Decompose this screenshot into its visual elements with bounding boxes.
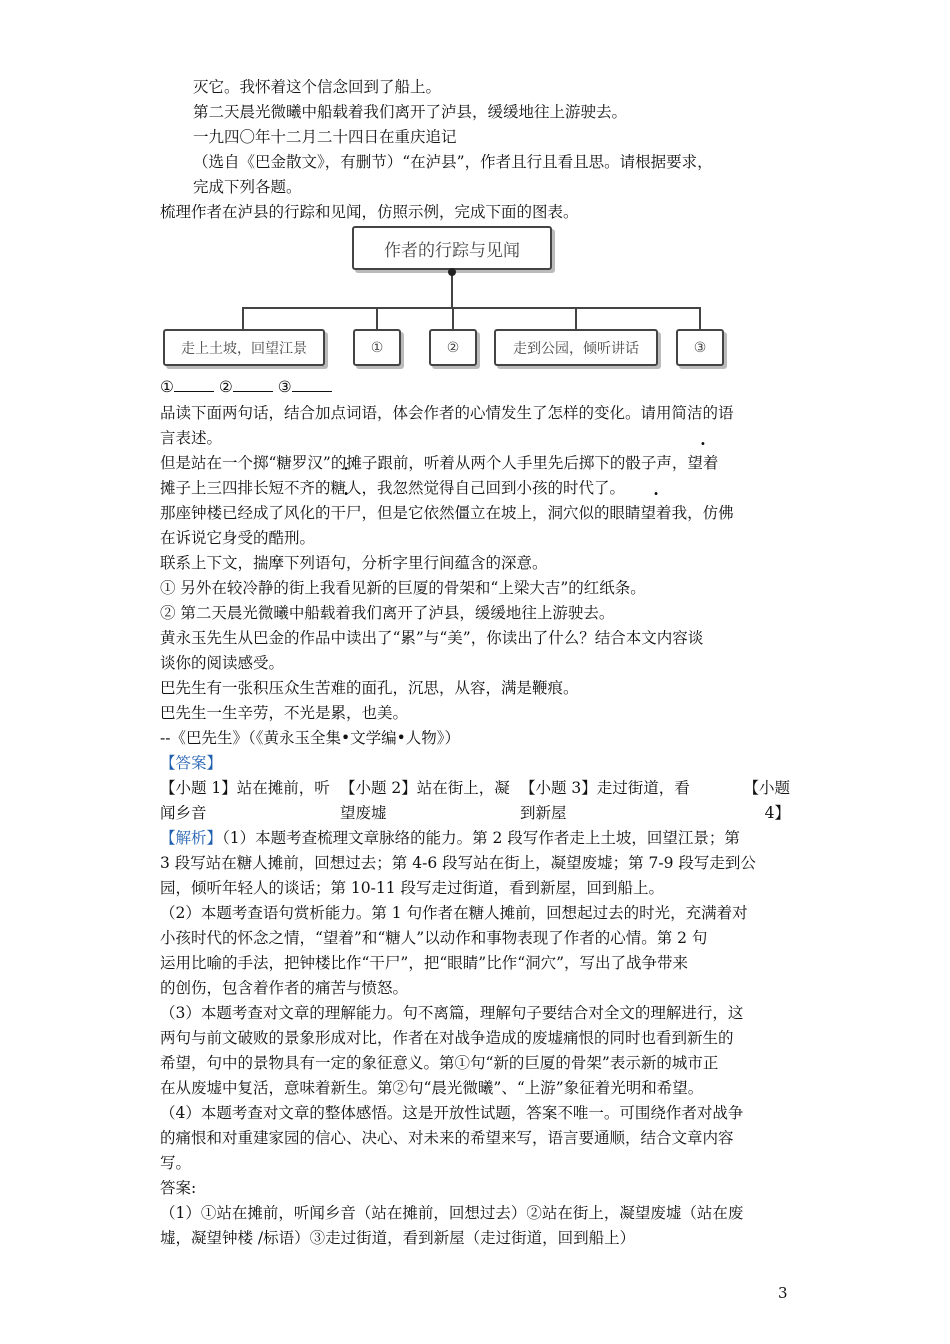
answer-blank[interactable] <box>174 377 214 392</box>
quote-source: --《巴先生》（《黄永玉全集•文学编•人物》） <box>160 729 461 747</box>
analysis-line: （3）本题考查对文章的理解能力。句不离篇，理解句子要结合对全文的理解进行，这 <box>160 1004 744 1022</box>
analysis-line: 小孩时代的怀念之情，“望着”和“糖人”以动作和事物表现了作者的心情。第 2 句 <box>160 929 708 947</box>
analysis-line: 希望，句中的景物具有一定的象征意义。第①句“新的巨厦的骨架”表示新的城市正 <box>160 1054 719 1072</box>
analysis-line: （2）本题考查语句赏析能力。第 1 句作者在糖人摊前，回想起过去的时光，充满着对 <box>160 904 748 922</box>
analysis-line: （4）本题考查对文章的整体感悟。这是开放性试题，答案不唯一。可围绕作者对战争 <box>160 1104 744 1122</box>
quote-line: 巴先生有一张积压众生苦难的面孔，沉思，从容，满是鞭痕。 <box>160 679 579 697</box>
sentence-text: ，但是它依然僵立在坡上，洞穴似的眼睛 <box>361 504 641 522</box>
page-number: 3 <box>778 1284 788 1302</box>
analysis-label: 【解析】 <box>160 829 223 847</box>
analysis-line: 在从废墟中复活，意味着新生。第②句“晨光微曦”、“上游”象征着光明和希望。 <box>160 1079 704 1097</box>
answer-text: 【小题 1】站在摊前，听 <box>160 779 330 797</box>
answer-label: 【答案】 <box>160 754 223 772</box>
blank-label: ③ <box>277 378 292 396</box>
analysis-line: 两句与前文破败的景象形成对比，作者在对战争造成的废墟痛恨的同时也看到新生的 <box>160 1029 734 1047</box>
question-3-sentence: ① 另外在较冷静的街上我看见新的巨厦的骨架和“上梁大吉”的红纸条。 <box>160 579 646 597</box>
passage-line: 灭它。我怀着这个信念回到了船上。 <box>193 78 442 96</box>
sentence-text: ，我忽然觉得自己回到小孩的时代了。 <box>361 479 626 497</box>
question-2-prompt: 品读下面两句话，结合加点词语，体会作者的心情发生了怎样的变化。请用简洁的语 <box>160 404 734 422</box>
sentence-text: 摊子上三四排长短不齐的 <box>160 479 331 497</box>
diagram-connector <box>575 307 577 329</box>
final-answer-line: 墟，凝望钟楼 /标语）③走过街道，看到新屋（走过街道，回到船上） <box>160 1229 636 1247</box>
answer-col <box>700 776 790 826</box>
answer-text: 闻乡音 <box>160 803 207 822</box>
dotted-word: 糖人 <box>330 479 362 497</box>
dotted-word: 望着 <box>640 504 672 522</box>
diagram-junction-dot <box>448 268 456 276</box>
quote-sentence-1 <box>160 451 790 476</box>
analysis-line: 的创伤，包含着作者的痛苦与愤怒。 <box>160 979 409 997</box>
question-1-prompt: 梳理作者在泸县的行踪和见闻，仿照示例，完成下面的图表。 <box>160 203 579 221</box>
sentence-text: 我，仿佛 <box>671 504 734 522</box>
quote-sentence-1 <box>160 476 790 501</box>
diagram-node: 走到公园，倾听讲话 <box>494 329 658 366</box>
answer-blank[interactable] <box>292 377 332 392</box>
analysis-line <box>160 826 790 851</box>
analysis-line: 园，倾听年轻人的谈话；第 10-11 段写走过街道，看到新屋，回到船上。 <box>160 879 665 897</box>
dotted-word: 干尸 <box>330 504 362 522</box>
question-4-prompt: 谈你的阅读感受。 <box>160 654 285 672</box>
blank-label: ① <box>160 378 174 396</box>
question-2-prompt: 言表述。 <box>160 429 223 447</box>
diagram-node: 走上土坡，回望江景 <box>163 329 325 366</box>
sentence-text: 那座钟楼已经成了风化的 <box>160 504 331 522</box>
answer-text: 4】 <box>764 803 790 822</box>
answer-text: 【小题 2】站在街上，凝 <box>340 779 510 797</box>
passage-source: （选自《巴金散文》，有删节）“在泸县”，作者且行且看且思。请根据要求， <box>193 153 713 171</box>
passage-date: 一九四〇年十二月二十四日在重庆追记 <box>193 128 457 146</box>
answer-text: 【小题 <box>743 779 790 797</box>
analysis-line: 写。 <box>160 1154 192 1172</box>
quote-line: 巴先生一生辛劳，不光是累，也美。 <box>160 704 409 722</box>
answer-text: 【小题 3】走过街道，看 <box>520 779 690 797</box>
answer-blanks <box>160 375 790 400</box>
diagram-connector <box>242 307 700 309</box>
analysis-text: （1）本题考查梳理文章脉络的能力。第 2 段写作者走上土坡，回望江景；第 <box>222 829 740 847</box>
answer-text: 到新屋 <box>520 803 567 822</box>
blank-label: ② <box>218 378 233 396</box>
answer-col <box>520 776 700 826</box>
sentence-text: 但是站在一个掷“糖罗汉”的摊子跟前，听着从两个人手里先后掷下的骰子声， <box>160 454 688 472</box>
diagram-connector <box>452 307 454 329</box>
question-3-sentence: ② 第二天晨光微曦中船载着我们离开了泸县，缓缓地往上游驶去。 <box>160 604 615 622</box>
diagram-connector <box>699 307 701 329</box>
answer-col <box>340 776 520 826</box>
diagram-node-blank: ① <box>353 329 401 366</box>
answer-blank[interactable] <box>233 377 273 392</box>
answer-col <box>160 776 340 826</box>
diagram-connector <box>376 307 378 329</box>
analysis-line: 3 段写站在糖人摊前，回想过去；第 4-6 段写站在街上，凝望废墟；第 7-9 段写走到公 <box>160 854 756 872</box>
answer-text: 望废墟 <box>340 803 387 822</box>
passage-line: 完成下列各题。 <box>193 178 302 196</box>
passage-line: 第二天晨光微曦中船载着我们离开了泸县，缓缓地往上游驶去。 <box>193 103 628 121</box>
quote-sentence-2: 在诉说它身受的酷刑。 <box>160 529 316 547</box>
analysis-line: 的痛恨和对重建家园的信心、决心、对未来的希望来写，语言要通顺，结合文章内容 <box>160 1129 734 1147</box>
diagram-connector <box>242 307 244 329</box>
question-3-prompt: 联系上下文，揣摩下列语句，分析字里行间蕴含的深意。 <box>160 554 548 572</box>
question-4-prompt: 黄永玉先生从巴金的作品中读出了“累”与“美”，你读出了什么？结合本文内容谈 <box>160 629 704 647</box>
diagram-node-blank: ③ <box>676 329 724 366</box>
final-answer-line: （1）①站在摊前，听闻乡音（站在摊前，回想过去）②站在街上，凝望废墟（站在废 <box>160 1204 744 1222</box>
diagram-root-box: 作者的行踪与见闻 <box>352 226 552 270</box>
dotted-word: 望着 <box>687 454 719 472</box>
analysis-line: 运用比喻的手法，把钟楼比作“干尸”，把“眼睛”比作“洞穴”，写出了战争带来 <box>160 954 689 972</box>
final-answer-label: 答案: <box>160 1179 197 1197</box>
quote-sentence-2 <box>160 501 790 526</box>
answer-columns <box>160 776 790 826</box>
diagram-node-blank: ② <box>429 329 477 366</box>
